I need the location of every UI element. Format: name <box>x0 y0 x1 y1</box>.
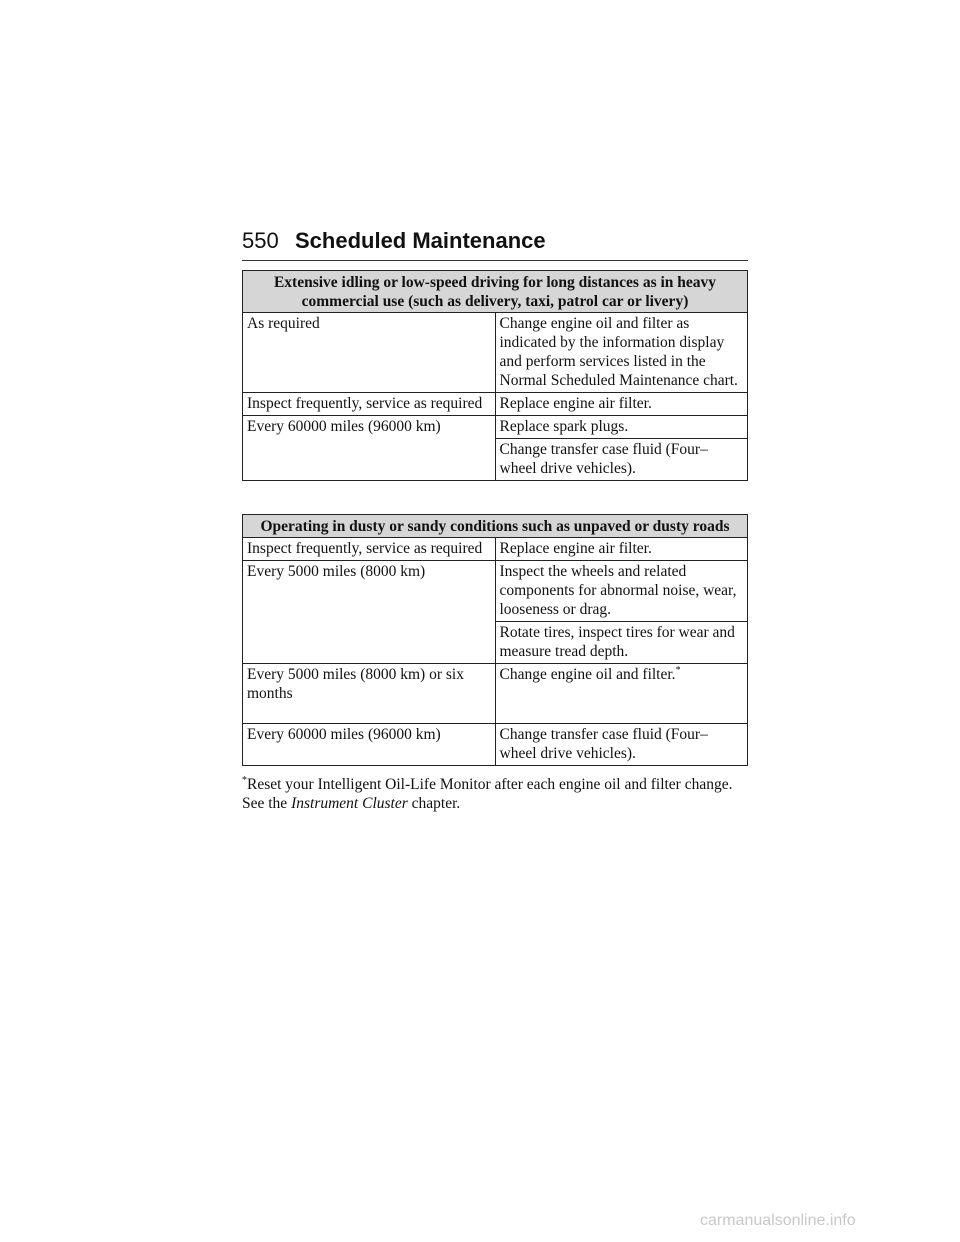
page-number: 550 <box>242 228 279 253</box>
page-header <box>242 228 748 261</box>
action-cell: Change transfer case fluid (Four–wheel drive vehicles). <box>495 724 748 766</box>
table-heading: Operating in dusty or sandy conditions such as unpaved or dusty roads <box>243 515 748 538</box>
action-cell: Inspect the wheels and related components for abnormal noise, wear, looseness or drag. <box>495 561 748 622</box>
action-cell: Rotate tires, inspect tires for wear and measure tread depth. <box>495 622 748 664</box>
action-cell: Change engine oil and filter as indicated by the information display and perform services listed in the Normal Scheduled Maintenance chart. <box>495 313 748 393</box>
action-cell: Replace spark plugs. <box>495 416 748 439</box>
action-cell: Change transfer case fluid (Four–wheel drive vehicles). <box>495 439 748 481</box>
interval-cell: Inspect frequently, service as required <box>243 393 496 416</box>
interval-cell: Every 5000 miles (8000 km) <box>243 561 496 664</box>
action-text: Change engine oil and filter. <box>499 666 676 683</box>
footnote-marker: * <box>242 774 247 786</box>
watermark: carmanualsonline.info <box>700 1212 856 1229</box>
interval-cell: As required <box>243 313 496 393</box>
table-row <box>243 664 748 724</box>
action-cell <box>495 664 748 724</box>
interval-cell: Every 5000 miles (8000 km) or six months <box>243 664 496 724</box>
maintenance-table-dusty <box>242 514 748 766</box>
maintenance-table-idling <box>242 270 748 481</box>
footnote-marker: * <box>675 664 681 676</box>
table-heading-row <box>243 515 748 538</box>
table-heading-row <box>243 271 748 313</box>
interval-cell: Every 60000 miles (96000 km) <box>243 416 496 481</box>
table-row <box>243 538 748 561</box>
interval-cell: Every 60000 miles (96000 km) <box>243 724 496 766</box>
table-row <box>243 561 748 622</box>
table-heading: Extensive idling or low-speed driving for long distances as in heavy commercial use (such as delivery, taxi, patrol car or livery) <box>243 271 748 313</box>
chapter-reference: Instrument Cluster <box>291 795 408 812</box>
section-title: Scheduled Maintenance <box>295 228 546 253</box>
table-row <box>243 416 748 439</box>
action-cell: Replace engine air filter. <box>495 538 748 561</box>
table-row <box>243 724 748 766</box>
action-cell: Replace engine air filter. <box>495 393 748 416</box>
footnote <box>242 775 752 813</box>
table-row <box>243 313 748 393</box>
footnote-text-end: chapter. <box>407 795 461 812</box>
table-row <box>243 393 748 416</box>
interval-cell: Inspect frequently, service as required <box>243 538 496 561</box>
footnote-text: Reset your Intelligent Oil-Life Monitor after each engine oil and filter change. See the <box>242 776 733 812</box>
